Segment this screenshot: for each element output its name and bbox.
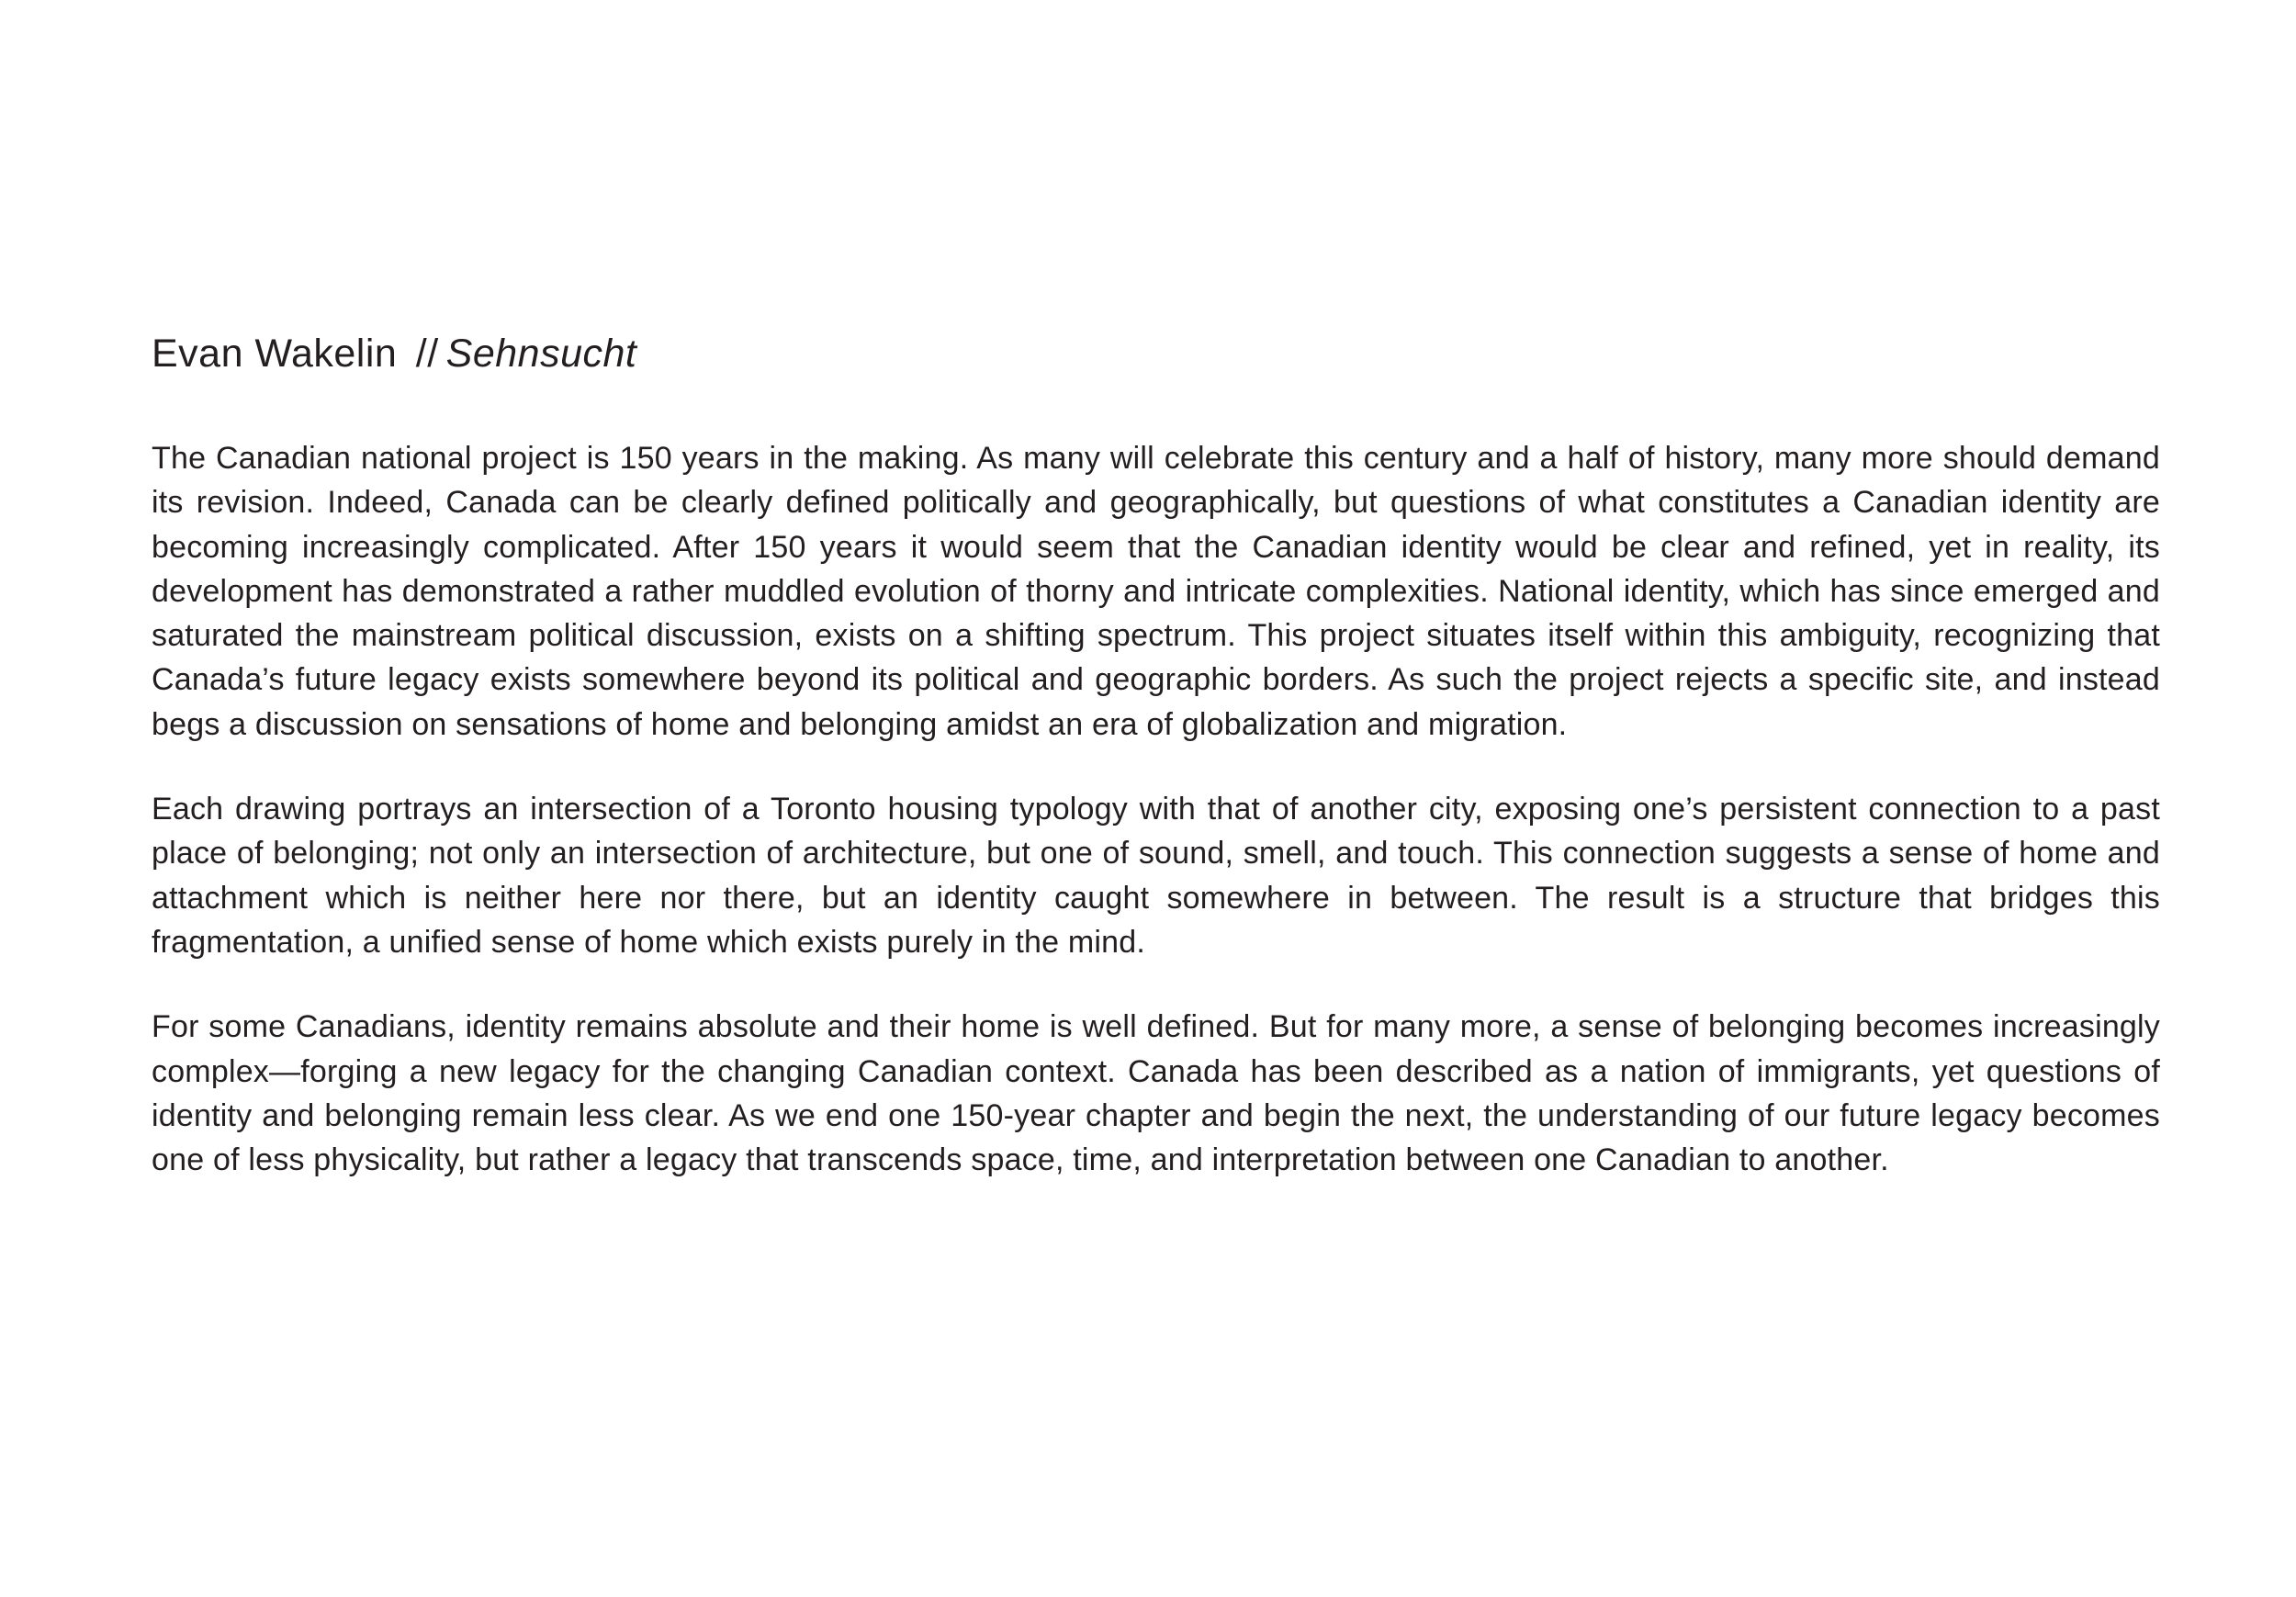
body-paragraph-1: The Canadian national project is 150 years in the making. As many will celebrate this century and a half of history, many more should demand its revision. Indeed, Canada can be clearly defined politically and geographically, but questions of what constitutes a Canadian identity are becoming increasingly complicated. After 150 years it would seem that the Canadian identity would be clear and refined, yet in reality, its development has demonstrated a rather muddled evolution of thorny and intricate complexities. National identity, which has since emerged and saturated the mainstream political discussion, exists on a shifting spectrum. This project situates itself within this ambiguity, recognizing that Canada’s future legacy exists somewhere beyond its political and geographic borders. As such the project rejects a specific site, and instead begs a discussion on sensations of home and belonging amidst an era of globalization and migration. [152, 441, 2160, 742]
page-title [152, 326, 2160, 381]
title-separator: // [415, 332, 439, 376]
project-name: Sehnsucht [445, 332, 637, 376]
body-paragraph-2: Each drawing portrays an intersection of a Toronto housing typology with that of another city, exposing one’s persistent connection to a past place of belonging; not only an intersection of architecture, but one of sound, smell, and touch. This connection suggests a sense of home and attachment which is neither here nor there, but an identity caught somewhere in between. The result is a structure that bridges this fragmentation, a unified sense of home which exists purely in the mind. [152, 792, 2160, 960]
body-paragraph-3: For some Canadians, identity remains absolute and their home is well defined. But for many more, a sense of belonging becomes increasingly complex—forging a new legacy for the changing Canadian context. Canada has been described as a nation of immigrants, yet questions of identity and belonging remain less clear. As we end one 150-year chapter and begin the next, the understanding of our future legacy becomes one of less physicality, but rather a legacy that transcends space, time, and interpretation between one Canadian to another. [152, 1009, 2160, 1178]
document-page [152, 326, 2160, 1222]
author-name: Evan Wakelin [152, 332, 398, 376]
